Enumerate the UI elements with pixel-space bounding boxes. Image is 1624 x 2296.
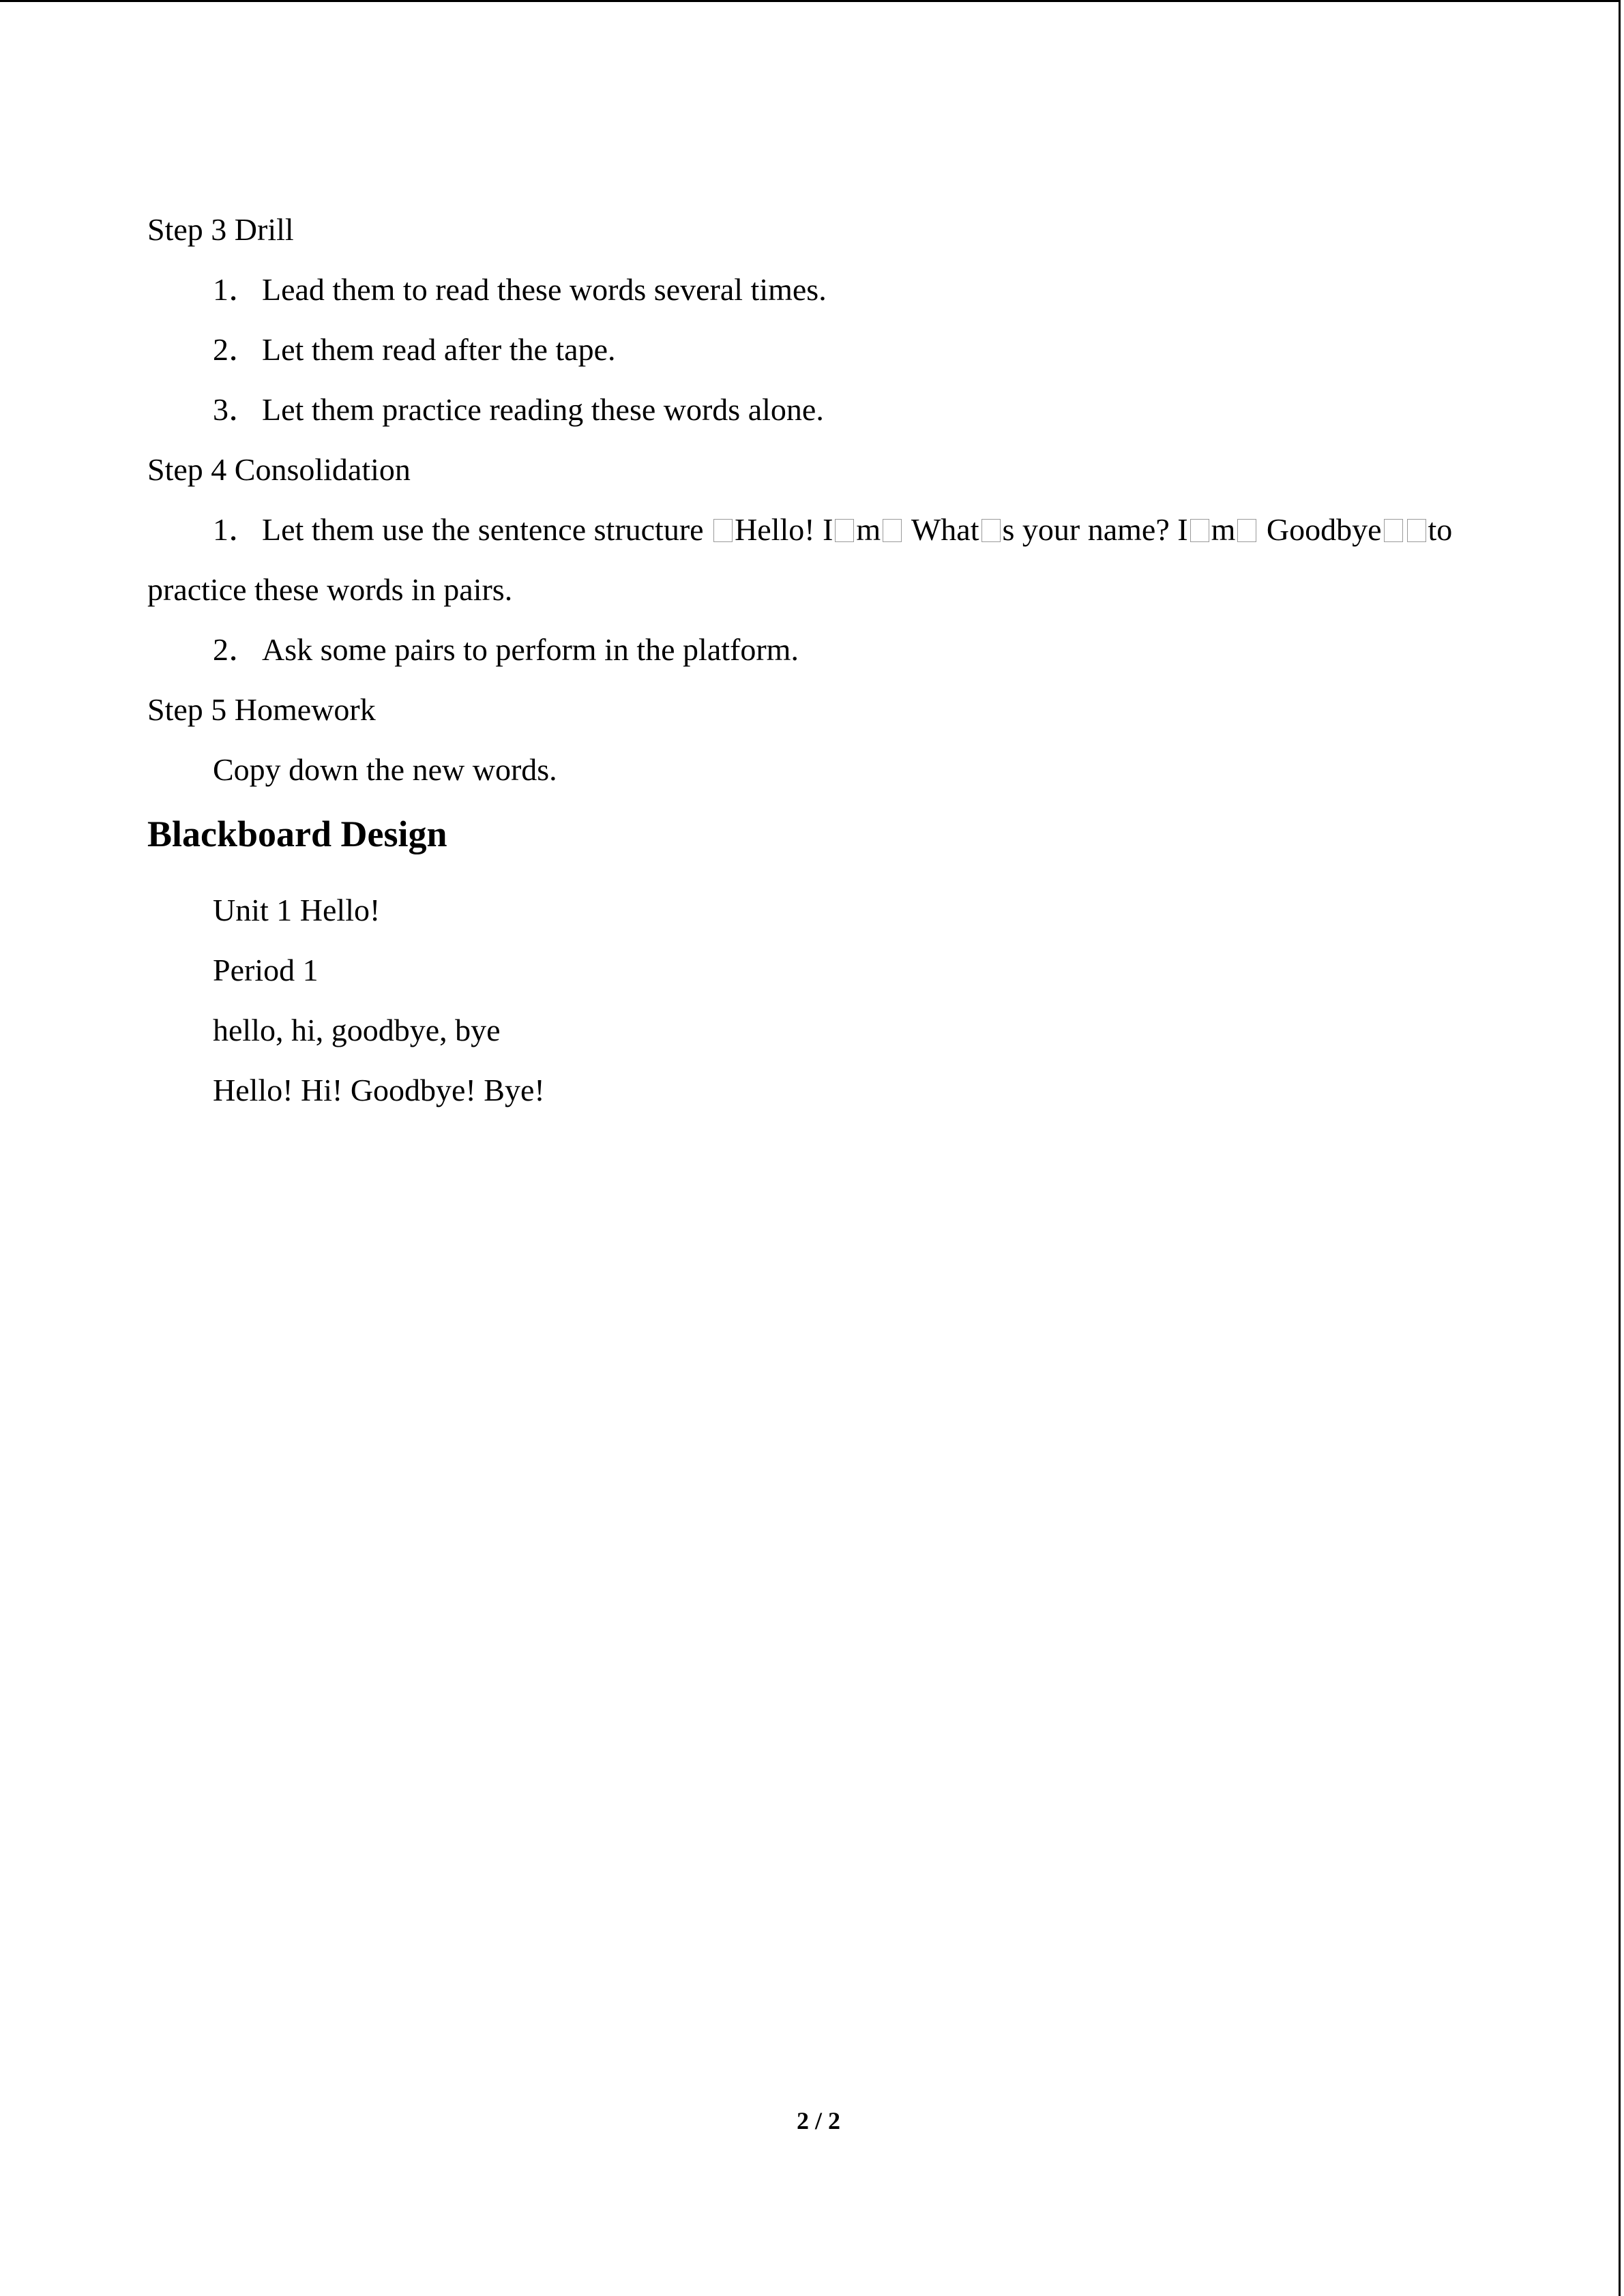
step4-title: Step 4 Consolidation — [147, 452, 411, 487]
step3-item-1-number: 1． — [213, 272, 260, 307]
missing-glyph-box — [1384, 519, 1403, 542]
step5-text: Copy down the new words. — [213, 752, 557, 787]
blackboard-line-1: Unit 1 Hello! — [213, 893, 381, 927]
step3-item-2-text: Let them read after the tape. — [262, 332, 616, 367]
page-number: 2 / 2 — [796, 2107, 840, 2134]
step3-item-3-text: Let them practice reading these words alone. — [262, 392, 824, 427]
step3-item-3-number: 3． — [213, 392, 260, 427]
step4-item-1-seg3: m — [856, 512, 881, 547]
page-content — [147, 200, 1484, 1120]
step4-item-2-number: 2． — [213, 632, 260, 667]
step4-item-1-seg4: What — [904, 512, 979, 547]
step4-item-1-seg1: Let them use the sentence structure — [262, 512, 712, 547]
missing-glyph-box — [835, 519, 854, 542]
step4-item-1-continuation: practice these words in pairs. — [147, 572, 513, 607]
step4-item-1 — [147, 500, 1484, 560]
missing-glyph-box — [1407, 519, 1426, 542]
step4-item-2-text: Ask some pairs to perform in the platform. — [262, 632, 799, 667]
step3-item-3 — [147, 380, 1484, 440]
missing-glyph-box — [713, 519, 733, 542]
step4-item-1-seg2: Hello! I — [735, 512, 833, 547]
blackboard-heading: Blackboard Design — [147, 814, 447, 854]
missing-glyph-box — [883, 519, 902, 542]
step4-item-1-seg8: to — [1428, 512, 1453, 547]
step3-item-1 — [147, 260, 1484, 320]
step4-item-1-seg7: Goodbye — [1258, 512, 1382, 547]
step4-item-1-seg5: s your name? I — [1002, 512, 1188, 547]
step4-item-1-seg6: m — [1211, 512, 1236, 547]
step3-item-1-text: Lead them to read these words several times. — [262, 272, 827, 307]
step3-item-2 — [147, 320, 1484, 380]
blackboard-line-4: Hello! Hi! Goodbye! Bye! — [213, 1073, 545, 1107]
step3-item-2-number: 2． — [213, 332, 260, 367]
blackboard-line-2: Period 1 — [213, 953, 319, 987]
step3-title: Step 3 Drill — [147, 212, 294, 247]
blackboard-line-3: hello, hi, goodbye, bye — [213, 1013, 501, 1047]
missing-glyph-box — [981, 519, 1001, 542]
step4-item-1-number: 1． — [213, 512, 260, 547]
step4-item-2 — [147, 620, 1484, 680]
missing-glyph-box — [1190, 519, 1209, 542]
missing-glyph-box — [1237, 519, 1256, 542]
step5-title: Step 5 Homework — [147, 692, 376, 727]
